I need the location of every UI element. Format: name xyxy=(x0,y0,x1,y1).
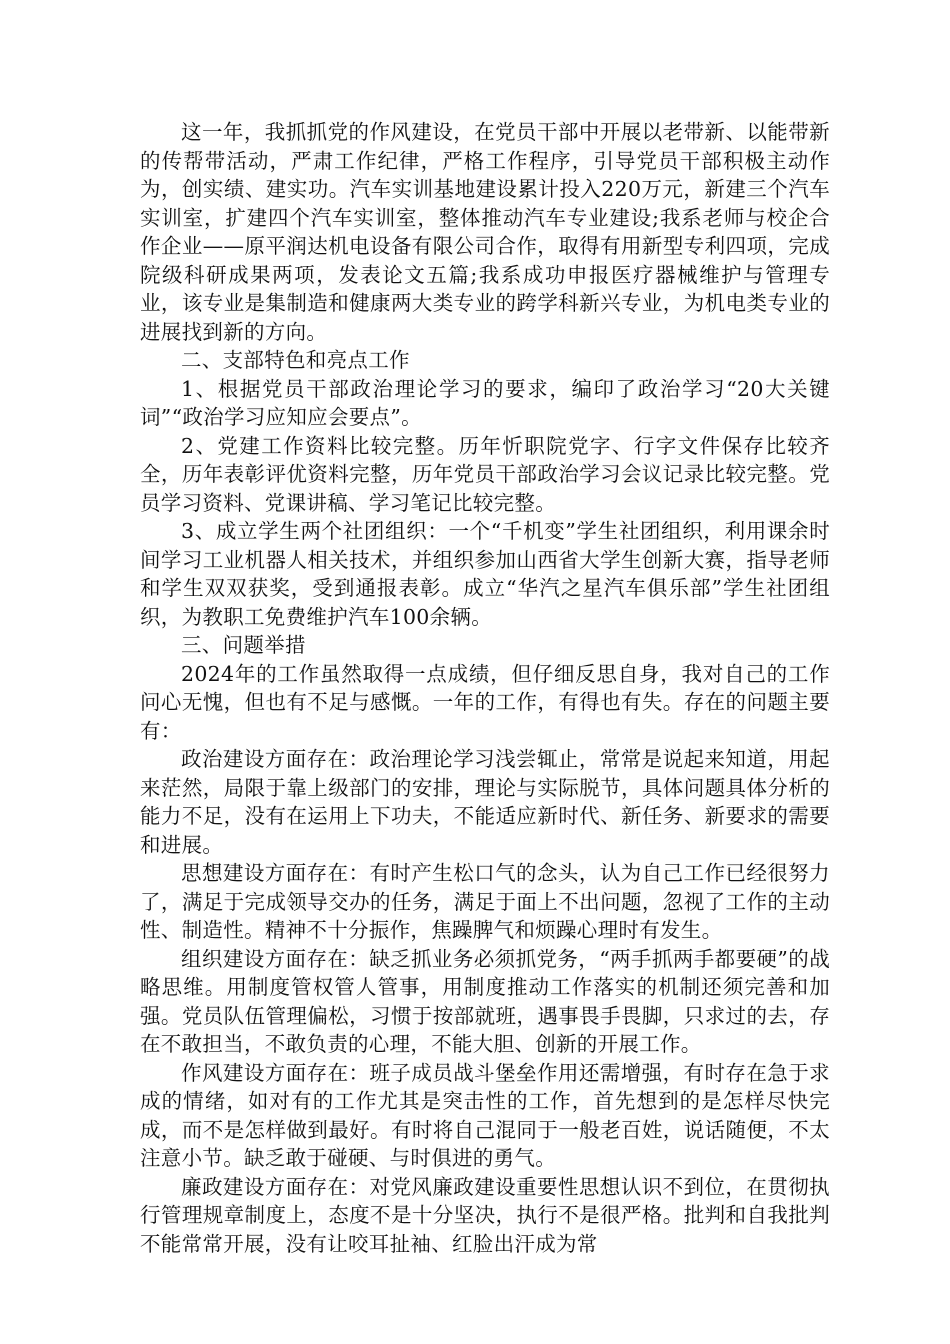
paragraph-feature-3: 3、成立学生两个社团组织：一个“千机变”学生社团组织，利用课余时间学习工业机器人相关技术，并组织参加山西省大学生创新大赛，指导老师和学生双双获奖，受到通报表彰。成立“华汽之星汽车俱乐部”学生社团组织，为教职工免费维护汽车100余辆。 xyxy=(140,519,830,629)
paragraph-feature-2: 2、党建工作资料比较完整。历年忻职院党字、行字文件保存比较齐全，历年表彰评优资料完整，历年党员干部政治学习会议记录比较完整。党员学习资料、党课讲稿、学习笔记比较完整。 xyxy=(140,433,830,515)
paragraph-feature-1: 1、根据党员干部政治理论学习的要求，编印了政治学习“20大关键词”“政治学习应知应会要点”。 xyxy=(140,376,830,429)
paragraph-integrity: 廉政建设方面存在：对党风廉政建设重要性思想认识不到位，在贯彻执行管理规章制度上，态度不是十分坚决，执行不是很严格。批判和自我批判不能常常开展，没有让咬耳扯袖、红脸出汗成为常 xyxy=(140,1174,830,1256)
document-body xyxy=(140,118,830,1258)
paragraph-achievements: 这一年，我抓抓党的作风建设，在党员干部中开展以老带新、以能带新的传帮带活动，严肃工作纪律，严格工作程序，引导党员干部积极主动作为，创实绩、建实功。汽车实训基地建设累计投入220万元，新建三个汽车实训室，扩建四个汽车实训室，整体推动汽车专业建设;我系老师与校企合作企业——原平润达机电设备有限公司合作，取得有用新型专利四项，完成院级科研成果两项，发表论文五篇;我系成功申报医疗器械维护与管理专业，该专业是集制造和健康两大类专业的跨学科新兴专业，为机电类专业的进展找到新的方向。 xyxy=(140,120,830,344)
paragraph-problems-intro: 2024年的工作虽然取得一点成绩，但仔细反思自身，我对自己的工作问心无愧，但也有不足与感慨。一年的工作，有得也有失。存在的问题主要有： xyxy=(140,661,830,743)
paragraph-work-style: 作风建设方面存在：班子成员战斗堡垒作用还需增强，有时存在急于求成的情绪，如对有的工作尤其是突击性的工作，首先想到的是怎样尽快完成，而不是怎样做到最好。有时将自己混同于一般老百姓，说话随便，不太注意小节。缺乏敢于碰硬、与时俱进的勇气。 xyxy=(140,1060,830,1170)
paragraph-political: 政治建设方面存在：政治理论学习浅尝辄止，常常是说起来知道，用起来茫然，局限于靠上级部门的安排，理论与实际脱节，具体问题具体分析的能力不足，没有在运用上下功夫，不能适应新时代、新任务、新要求的需要和进展。 xyxy=(140,747,830,857)
paragraph-ideological: 思想建设方面存在：有时产生松口气的念头，认为自己工作已经很努力了，满足于完成领导交办的任务，满足于面上不出问题，忽视了工作的主动性、制造性。精神不十分振作，焦躁脾气和烦躁心理时有发生。 xyxy=(140,861,830,942)
paragraph-organizational: 组织建设方面存在：缺乏抓业务必须抓党务，“两手抓两手都要硬”的战略思维。用制度管权管人管事，用制度推动工作落实的机制还须完善和加强。党员队伍管理偏松，习惯于按部就班，遇事畏手畏脚，只求过的去，存在不敢担当，不敢负责的心理，不能大胆、创新的开展工作。 xyxy=(140,946,830,1056)
section-heading-problems: 三、问题举措 xyxy=(181,633,306,657)
section-heading-features: 二、支部特色和亮点工作 xyxy=(181,348,410,372)
